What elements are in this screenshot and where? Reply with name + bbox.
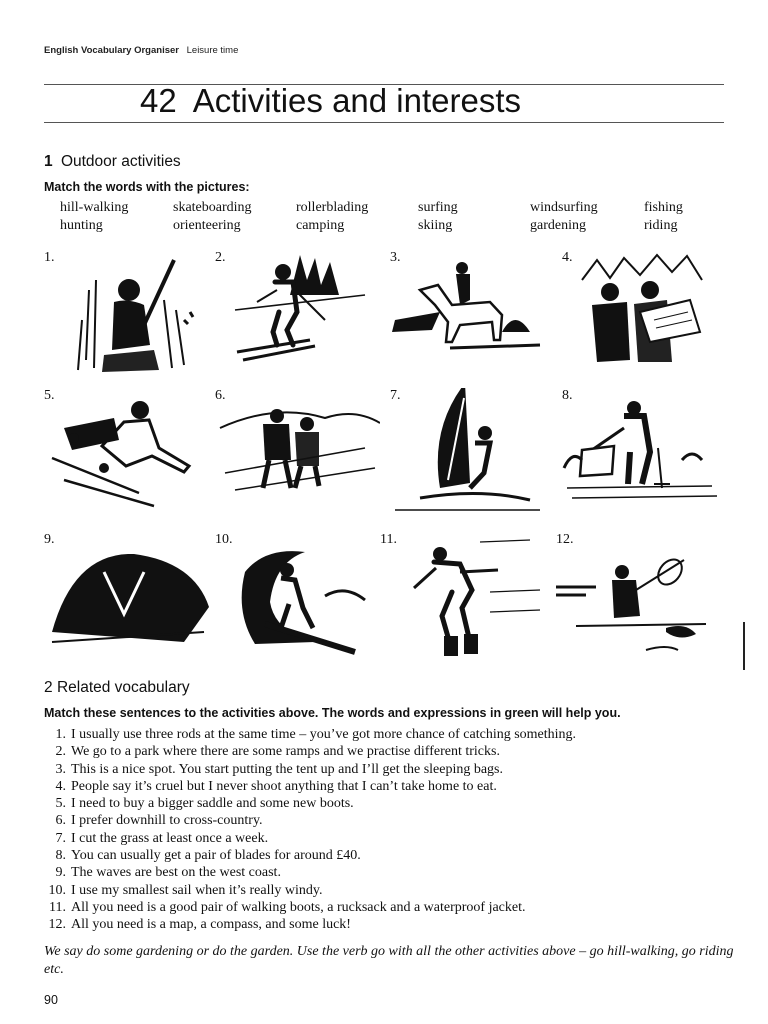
item-number: 6.	[55, 813, 66, 829]
word: skiing	[418, 218, 453, 233]
note-example: do some gardening	[86, 944, 194, 959]
usage-note	[44, 943, 734, 979]
list-item	[44, 761, 734, 778]
note-example: go	[371, 944, 386, 959]
key-word: rods	[176, 727, 201, 742]
sentence-text: People say it’s cruel but I never	[71, 778, 252, 794]
section-2-instruction: Match these sentences to the activities above. The words and expressions in green will help you.	[44, 706, 621, 720]
note-example: do the garden	[212, 944, 290, 959]
key-word: cut the grass	[79, 830, 150, 846]
camping-tent-icon	[44, 532, 209, 667]
list-item	[44, 916, 734, 933]
sentence-text: when it’s really windy.	[191, 882, 323, 898]
sentence-text: .	[499, 761, 504, 777]
key-word: tricks	[465, 744, 497, 760]
item-number: 9.	[55, 865, 66, 881]
sentence-text: All you need is a	[71, 917, 170, 933]
key-word: walking boots	[241, 899, 321, 915]
key-word: rucksack	[336, 899, 387, 915]
list-item	[44, 778, 734, 795]
word: hill-walking	[60, 200, 129, 215]
section-2-title: Related vocabulary	[56, 679, 190, 696]
sentence-text: to	[165, 813, 184, 829]
picture-4	[562, 250, 727, 385]
picture-number: 8.	[562, 388, 573, 403]
list-item	[44, 899, 734, 916]
sentence-text: The	[71, 865, 97, 881]
item-number: 4.	[55, 778, 66, 794]
picture-number: 10.	[215, 532, 233, 547]
word: surfing	[418, 200, 458, 215]
note-text: . Use the verb	[289, 944, 372, 959]
picture-10	[215, 532, 380, 667]
picture-6	[215, 388, 380, 523]
picture-number: 5.	[44, 388, 55, 403]
section-1-instruction: Match the words with the pictures:	[44, 180, 250, 194]
word: windsurfing	[530, 200, 598, 215]
sentence-text: All you need is a good pair of	[71, 899, 242, 915]
rollerblader-icon	[380, 532, 545, 667]
sentence-text: I prefer	[71, 813, 117, 829]
unit-title-text: Activities and interests	[192, 82, 522, 119]
hunter-with-gun-icon	[44, 250, 209, 385]
key-word: boots	[319, 796, 351, 812]
key-word: cross-country	[183, 813, 260, 829]
list-item	[44, 812, 734, 829]
sentence-text: at least once a week.	[149, 830, 269, 846]
item-number: 3.	[55, 761, 66, 777]
picture-9	[44, 532, 209, 667]
word: gardening	[530, 218, 586, 233]
key-word: putting the tent up	[232, 761, 335, 777]
item-number: 5.	[55, 796, 66, 812]
item-number: 8.	[55, 848, 66, 864]
sentence-text: and I’ll get the	[334, 761, 424, 777]
picture-number: 12.	[556, 532, 574, 547]
section-1-title: Outdoor activities	[60, 153, 181, 170]
section-2-heading	[44, 679, 190, 697]
sentence-text: and a waterproof jacket.	[386, 899, 526, 915]
picture-number: 3.	[390, 250, 401, 265]
picture-7	[390, 388, 555, 523]
item-number: 2.	[55, 744, 66, 760]
picture-12	[556, 532, 721, 667]
key-word: shoot	[251, 778, 282, 794]
sentence-text: We go to a park where there are some	[71, 744, 286, 760]
sentence-list	[44, 726, 734, 934]
key-word: sail	[172, 882, 192, 898]
list-item	[44, 795, 734, 812]
list-item	[44, 743, 734, 760]
title-bottom-rule	[44, 122, 724, 123]
surfer-icon	[215, 532, 380, 667]
windsurfer-icon	[390, 388, 555, 523]
sentence-text: .	[259, 813, 263, 829]
key-word: map	[169, 917, 194, 933]
hill-walkers-icon	[215, 388, 380, 523]
sentence-text: I use my smallest	[71, 882, 173, 898]
word: hunting	[60, 218, 103, 233]
list-item	[44, 864, 734, 881]
picture-1	[44, 250, 209, 385]
word: orienteering	[173, 218, 241, 233]
list-item	[44, 830, 734, 847]
picture-11	[380, 532, 545, 667]
sentence-text: , and some luck!	[258, 917, 351, 933]
item-number: 12.	[48, 917, 66, 933]
gardener-icon	[562, 388, 727, 523]
key-word: ramps	[285, 744, 320, 760]
sentence-text: I usually use three	[71, 727, 177, 742]
sentence-text: .	[350, 796, 354, 812]
picture-number: 9.	[44, 532, 55, 547]
note-text: or	[193, 944, 213, 959]
key-word: compass	[210, 917, 259, 933]
key-word: a pair of blades	[184, 848, 271, 864]
list-item	[44, 847, 734, 864]
sentence-text: This is a nice spot. You start	[71, 761, 233, 777]
picture-number: 6.	[215, 388, 226, 403]
page-number: 90	[44, 993, 58, 1007]
note-text: with all the other activities above –	[385, 944, 590, 959]
picture-number: 7.	[390, 388, 401, 403]
key-word: saddle	[196, 796, 233, 812]
margin-mark	[743, 622, 745, 670]
item-number: 10.	[48, 882, 66, 898]
word: fishing	[644, 200, 683, 215]
word-row	[60, 200, 700, 218]
skier-icon	[215, 250, 380, 385]
sentence-text: are best on the west coast.	[131, 865, 281, 881]
sentence-text: I need to buy a bigger	[71, 796, 197, 812]
picture-8	[562, 388, 727, 523]
section-1-heading	[44, 153, 181, 171]
word-row	[60, 218, 700, 236]
word: skateboarding	[173, 200, 252, 215]
sentence-text: .	[496, 744, 500, 760]
sentence-text: anything that I can’t take home to eat.	[281, 778, 497, 794]
picture-number: 4.	[562, 250, 573, 265]
picture-number: 1.	[44, 250, 55, 265]
list-item	[44, 882, 734, 899]
section-1-number: 1	[44, 153, 53, 170]
horse-rider-icon	[390, 250, 555, 385]
sentence-text: You can usually get	[71, 848, 185, 864]
key-word: sleeping bags	[423, 761, 500, 777]
sentence-text: I	[71, 830, 80, 846]
item-number: 11.	[49, 899, 66, 915]
sentence-text: , a	[320, 899, 337, 915]
unit-number: 42	[140, 82, 177, 119]
skateboarder-icon	[44, 388, 209, 523]
key-word: catching	[463, 727, 511, 742]
book-title: English Vocabulary Organiser	[44, 45, 179, 56]
item-number: 7.	[55, 830, 66, 846]
word-box	[60, 200, 700, 236]
picture-number: 11.	[380, 532, 397, 547]
page-title	[140, 82, 521, 120]
note-text: We say	[44, 944, 87, 959]
list-item	[44, 726, 734, 743]
key-word: waves	[96, 865, 132, 881]
orienteering-map-icon	[562, 250, 727, 385]
sentence-text: and some new	[232, 796, 320, 812]
sentence-text: for around £40.	[270, 848, 361, 864]
note-text: etc.	[44, 962, 64, 977]
note-example: go hill-walking, go riding	[589, 944, 734, 959]
section-2-number: 2	[44, 679, 53, 696]
word: rollerblading	[296, 200, 369, 215]
key-word: downhill	[116, 813, 166, 829]
chapter-topic: Leisure time	[186, 45, 239, 56]
sentence-text: and we practise different	[319, 744, 466, 760]
angler-fishing-icon	[556, 532, 721, 667]
picture-3	[390, 250, 555, 385]
picture-2	[215, 250, 380, 385]
picture-number: 2.	[215, 250, 226, 265]
sentence-text: at the same time – you’ve got more chance of	[200, 727, 464, 742]
item-number: 1.	[55, 727, 66, 742]
picture-5	[44, 388, 209, 523]
word: riding	[644, 218, 678, 233]
sentence-text: , a	[193, 917, 211, 933]
sentence-text: something.	[510, 727, 577, 742]
running-head	[44, 45, 238, 56]
word: camping	[296, 218, 345, 233]
